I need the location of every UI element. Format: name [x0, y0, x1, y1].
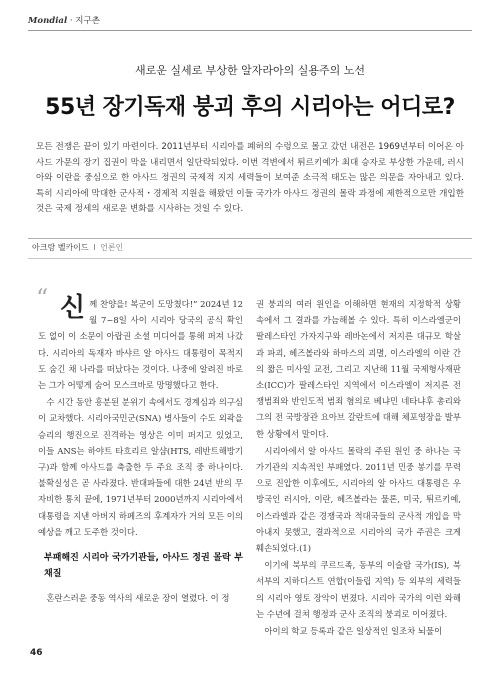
body-paragraph: 권 붕괴의 여러 원인을 이해하면 현재의 지정학적 상황 속에서 그 결과를 가늠해볼 수 있다. 특히 이스라엘군이 팔레스타인 가자지구와 레바논에서 저지른 대규모 학살과 파괴, 헤즈볼라와 하마스의 괴멸, 이스라엘의 이란 간의 짧은 미사일 교전, 그리고 지난해 11월 국제형사재판소(ICC)가 팔레스타인 지역에서 이스라엘이 저지른 전쟁범죄와 반인도적 범죄 혐의로 베냐민 네타냐후 총리와 그의 전 국방장관 요아브 갈란트에 대해 체포영장을 발부한 상황에서 말이다.	[256, 299, 461, 439]
drop-cap: 신	[60, 293, 86, 323]
body-column-right	[256, 296, 461, 640]
author-line	[32, 242, 123, 253]
body-paragraph: 이기에 북부의 쿠르드족, 동부의 이슬람 국가(IS), 북서부의 지하디스트 연합(이들립 지역) 등 외부의 세력들의 시리아 영토 장악이 번졌다. 시리아 국가의 이런 와해는 수년에 걸쳐 행정과 군사 조직의 붕괴로 이어졌다.	[256, 560, 461, 619]
article-title: 55년 장기독재 붕괴 후의 시리아는 어디로?	[45, 95, 455, 120]
opening-paragraph	[36, 284, 243, 393]
body-column-left	[36, 284, 244, 607]
author-divider-bottom	[28, 258, 472, 259]
section-heading: 부패해진 시리아 국가기관들, 아사드 정권 몰락 부채질	[44, 553, 243, 580]
page-number: 46	[30, 648, 43, 658]
body-paragraph: 수 시간 동안 흥분된 분위기 속에서도 경계심과 의구심이 교차했다. 시리아국민군(SNA) 병사들이 수도 외곽을 승리의 행진으로 진격하는 영상은 이미 퍼지고 있었고, 이들 ANS는 하야트 타흐리르 알샴(HTS, 레반트해방기구)과 함께 아사드를 축출한 두 주요 조직 중 하나이다. 불확실성은 곧 사라졌다. 반대파들에 대한 24년 반의 무자비한 통치 끝에, 1971년부터 2000년까지 시리아에서 대통령을 지낸 아버지 하페즈의 후계자가 거의 모든 이의 예상을 깨고 도주한 것이다.	[38, 397, 244, 537]
author-separator: I	[93, 243, 96, 252]
header-separator: ·	[67, 16, 76, 26]
header-divider	[28, 30, 472, 31]
author-name: 아크람 벨카이드	[32, 243, 89, 252]
body-paragraph: 혼란스러운 중동 역사의 새로운 장이 열렸다. 이 정	[46, 593, 230, 604]
author-role: 언론인	[100, 243, 124, 252]
author-divider-top	[28, 238, 472, 239]
article-lead: 모든 전쟁은 끝이 있기 마련이다. 2011년부터 시리아를 폐허의 수렁으로 몰고 갔던 내전은 1969년부터 이어온 아사드 가문의 장기 집권이 막을 내리면서 일단락되었다. 이번 격변에서 튀르키예가 최대 승자로 부상한 가운데, 러시아와 이란을 중심으로 한 아사드 정권의 국제적 지지 세력들이 보여준 소극적 태도는 많은 의문을 자아내고 있다. 특히 시리아에 막대한 군사적・경제적 지원을 해왔던 이들 국가가 아사드 정권의 몰락 과정에 제한적으로만 개입한 것은 국제 정세의 새로운 변화를 시사하는 것일 수 있다.	[36, 142, 464, 214]
article-subtitle: 새로운 실세로 부상한 알자라아의 실용주의 노선	[134, 64, 365, 77]
body-paragraph: 시리아에서 알 아사드 몰락의 주된 원인 중 하나는 국가기관의 지속적인 부패였다. 2011년 민중 봉기를 무력으로 진압한 이후에도, 시리아의 알 아사드 대통령은 우방국인 러시아, 이란, 헤즈볼라는 물론, 미국, 튀르키예, 이스라엘과 같은 경쟁국과 적대국들의 군사적 개입을 막아내지 못했고, 결과적으로 시리아의 국가 주권은 크게 훼손되었다.(1)	[256, 445, 461, 554]
magazine-brand: Mondial	[28, 16, 68, 26]
page-header	[28, 14, 100, 26]
section-name: 지구촌	[75, 16, 100, 26]
body-paragraph: 께 찬양을! 복군이 도망쳤다!” 2024년 12월 7~8일 사이 시리아 당국의 공식 확인도 없이 이 소문이 아랍권 소셜 미디어를 통해 퍼져 나갔다. 시리아의 독재자 바샤르 알 아사드 대통령이 목적지도 숨긴 채 나라를 떠났다는 것이다. 나중에 알려진 바로는 그가 어떻게 숨어 모스크바로 망명했다고 한다.	[38, 299, 243, 391]
body-paragraph: 아이의 학교 등록과 같은 일상적인 일조차 뇌물이	[264, 626, 443, 637]
open-quote-mark: “	[36, 284, 49, 312]
